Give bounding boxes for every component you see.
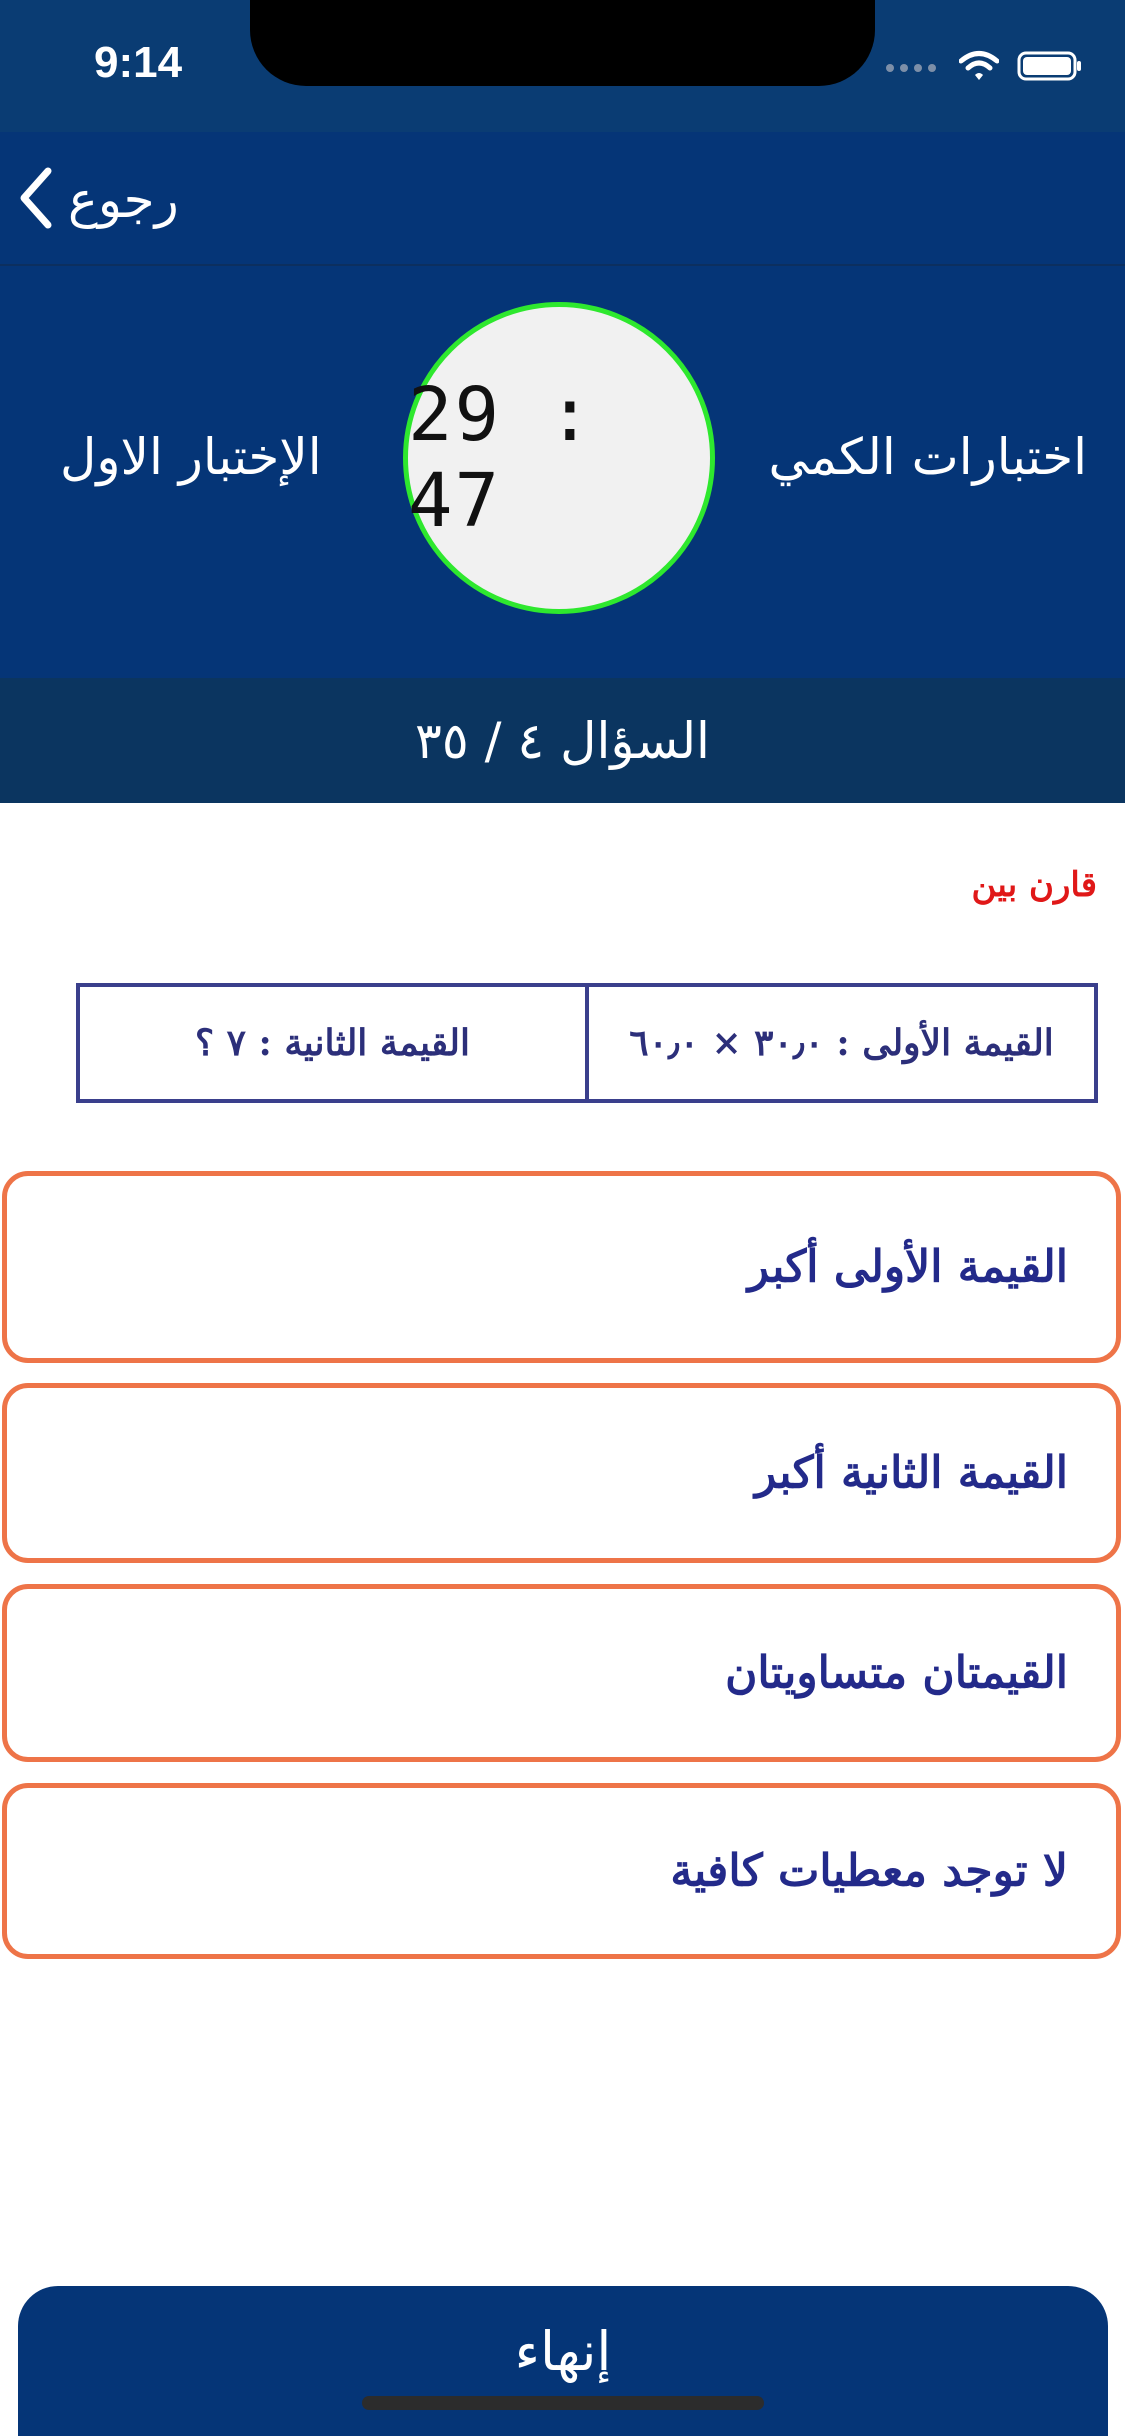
signal-icon (885, 58, 941, 78)
home-indicator (362, 2396, 764, 2410)
back-button[interactable] (18, 160, 179, 240)
comparison-table (76, 983, 1098, 1103)
answer-option-1[interactable] (2, 1171, 1121, 1363)
exam-category: اختبارات الكمي (768, 428, 1087, 486)
question-counter-bar (0, 678, 1125, 803)
exam-header (0, 266, 1125, 678)
back-label: رجوع (68, 171, 179, 229)
second-value-cell: القيمة الثانية : ٧ ؟ (80, 987, 589, 1099)
countdown-timer (403, 302, 715, 614)
answer-option-2[interactable] (2, 1383, 1121, 1563)
chevron-left-icon (18, 167, 54, 233)
timer-text: 29 : 47 (408, 372, 595, 544)
navigation-bar (0, 132, 1125, 266)
question-counter: السؤال ٤ / ٣٥ (415, 711, 710, 770)
answer-option-label: لا توجد معطيات كافية (670, 1845, 1068, 1897)
finish-label: إنهاء (514, 2319, 612, 2383)
battery-icon (1017, 50, 1083, 86)
wifi-icon (959, 50, 999, 86)
answer-option-label: القيمة الثانية أكبر (755, 1447, 1068, 1499)
question-prompt: قارن بين (971, 865, 1097, 905)
answer-option-label: القيمة الأولى أكبر (747, 1241, 1068, 1293)
device-notch (250, 0, 875, 86)
status-bar (0, 0, 1125, 132)
finish-button[interactable] (18, 2286, 1108, 2436)
exam-name: الإختبار الاول (60, 428, 322, 486)
status-icons (885, 48, 1083, 88)
first-value-cell: القيمة الأولى : ٣٠٫٠ × ٦٠٫٠ (629, 1022, 1054, 1064)
answer-option-label: القيمتان متساويتان (725, 1647, 1068, 1699)
answer-option-4[interactable] (2, 1783, 1121, 1959)
question-image (0, 803, 1125, 1163)
status-time: 9:14 (94, 38, 183, 87)
answer-option-3[interactable] (2, 1584, 1121, 1762)
